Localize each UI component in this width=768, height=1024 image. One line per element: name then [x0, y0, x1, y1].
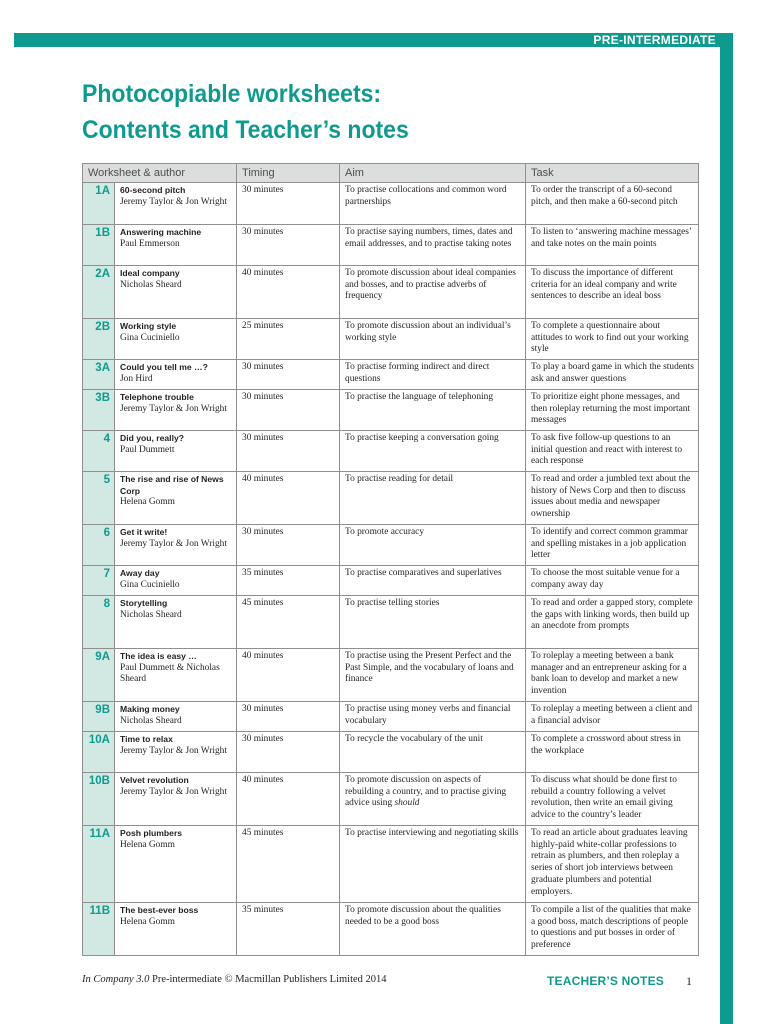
worksheet-author: Nicholas Sheard — [120, 715, 182, 726]
table-row — [83, 566, 699, 596]
section-label: TEACHER’S NOTES — [546, 974, 664, 988]
task-cell: To listen to ‘answering machine messages’ and take notes on the main points — [526, 225, 699, 266]
aim-cell: To promote discussion about an individual’s working style — [340, 319, 526, 360]
aim-cell: To promote accuracy — [340, 525, 526, 566]
worksheet-number: 1B — [83, 225, 115, 266]
task-cell: To play a board game in which the students ask and answer questions — [526, 360, 699, 390]
task-cell: To ask five follow-up questions to an initial question and react with interest to each response — [526, 431, 699, 472]
contents-table — [82, 163, 699, 956]
title-line-1: Photocopiable worksheets: — [82, 80, 382, 108]
worksheet-title: Telephone trouble — [120, 392, 194, 402]
worksheet-cell — [115, 525, 237, 566]
worksheet-title: Answering machine — [120, 227, 202, 237]
table-row — [83, 319, 699, 360]
worksheet-title: Could you tell me …? — [120, 362, 208, 372]
table-row — [83, 266, 699, 319]
table-row — [83, 649, 699, 702]
column-header: Aim — [340, 164, 526, 183]
page-title — [82, 76, 409, 148]
table-row — [83, 390, 699, 431]
worksheet-title: Working style — [120, 321, 177, 331]
worksheet-title: The rise and rise of News Corp — [120, 474, 224, 496]
table-row — [83, 525, 699, 566]
worksheet-cell — [115, 183, 237, 225]
table-header-row — [83, 164, 699, 183]
table-row — [83, 225, 699, 266]
side-accent-bar — [720, 33, 733, 1024]
book-title: In Company 3.0 — [82, 974, 150, 985]
worksheet-number: 10B — [83, 773, 115, 826]
worksheet-title: Ideal company — [120, 268, 180, 278]
timing-cell: 35 minutes — [237, 566, 340, 596]
task-cell: To discuss the importance of different criteria for an ideal company and write sentences to describe an ideal boss — [526, 266, 699, 319]
worksheet-cell — [115, 566, 237, 596]
timing-cell: 45 minutes — [237, 826, 340, 903]
aim-cell: To practise using money verbs and financial vocabulary — [340, 702, 526, 732]
table-row — [83, 702, 699, 732]
worksheet-cell — [115, 903, 237, 956]
worksheet-author: Helena Gomm — [120, 916, 175, 927]
aim-cell: To practise telling stories — [340, 596, 526, 649]
timing-cell: 30 minutes — [237, 360, 340, 390]
worksheet-author: Jeremy Taylor & Jon Wright — [120, 745, 227, 756]
table-row — [83, 431, 699, 472]
worksheet-cell — [115, 732, 237, 773]
task-cell: To complete a crossword about stress in the workplace — [526, 732, 699, 773]
task-cell: To identify and correct common grammar and spelling mistakes in a job application letter — [526, 525, 699, 566]
table-row — [83, 773, 699, 826]
table-row — [83, 903, 699, 956]
task-cell: To roleplay a meeting between a client and a financial advisor — [526, 702, 699, 732]
aim-cell: To practise reading for detail — [340, 472, 526, 525]
worksheet-cell — [115, 596, 237, 649]
aim-cell: To practise using the Present Perfect and the Past Simple, and the vocabulary of loans and finance — [340, 649, 526, 702]
timing-cell: 30 minutes — [237, 732, 340, 773]
aim-cell: To promote discussion about the qualities needed to be a good boss — [340, 903, 526, 956]
worksheet-title: The best-ever boss — [120, 905, 199, 915]
table-row — [83, 360, 699, 390]
worksheet-author: Helena Gomm — [120, 497, 175, 507]
worksheet-title: Get it write! — [120, 527, 168, 537]
worksheet-number: 2A — [83, 266, 115, 319]
worksheet-author: Paul Dummett — [120, 444, 175, 455]
table-row — [83, 472, 699, 525]
worksheet-title: Making money — [120, 704, 180, 714]
task-cell: To discuss what should be done first to rebuild a country following a velvet revolution, then write an email giving advice to the country’s leader — [526, 773, 699, 826]
worksheet-title: Time to relax — [120, 734, 173, 744]
worksheet-cell — [115, 225, 237, 266]
worksheet-cell — [115, 319, 237, 360]
worksheet-number: 4 — [83, 431, 115, 472]
task-cell: To prioritize eight phone messages, and then roleplay returning the most important messages — [526, 390, 699, 431]
worksheet-number: 3A — [83, 360, 115, 390]
task-cell: To read an article about graduates leaving highly-paid white-collar professions to retrain as plumbers, and then roleplay a series of short job interviews between graduate plumbers and potential employers. — [526, 826, 699, 903]
aim-cell: To practise interviewing and negotiating skills — [340, 826, 526, 903]
table-row — [83, 183, 699, 225]
task-cell: To read and order a jumbled text about the history of News Corp and then to discuss issues about media and newspaper ownership — [526, 472, 699, 525]
worksheet-author: Helena Gomm — [120, 839, 175, 850]
worksheet-author: Gina Cuciniello — [120, 332, 180, 343]
worksheet-title: 60-second pitch — [120, 185, 186, 195]
footer-section — [547, 972, 692, 990]
worksheet-title: Posh plumbers — [120, 828, 183, 838]
top-banner — [14, 33, 720, 47]
worksheet-title: The idea is easy … — [120, 651, 197, 661]
timing-cell: 30 minutes — [237, 702, 340, 732]
aim-cell: To recycle the vocabulary of the unit — [340, 732, 526, 773]
worksheet-author: Paul Dummett & Nicholas Sheard — [120, 662, 220, 685]
worksheet-cell — [115, 826, 237, 903]
worksheet-number: 7 — [83, 566, 115, 596]
worksheet-author: Jon Hird — [120, 373, 153, 384]
aim-cell: To practise saying numbers, times, dates and email addresses, and to practise taking notes — [340, 225, 526, 266]
emphasis-word: should — [394, 798, 420, 809]
aim-cell: To practise comparatives and superlatives — [340, 566, 526, 596]
title-line-2: Contents and Teacher’s notes — [82, 116, 409, 144]
table-row — [83, 826, 699, 903]
worksheet-number: 9A — [83, 649, 115, 702]
column-header: Task — [526, 164, 699, 183]
worksheet-title: Did you, really? — [120, 433, 184, 443]
aim-cell: To practise the language of telephoning — [340, 390, 526, 431]
worksheet-cell — [115, 702, 237, 732]
worksheet-cell — [115, 649, 237, 702]
level-label: PRE-INTERMEDIATE — [593, 33, 716, 47]
worksheet-author: Gina Cuciniello — [120, 579, 180, 590]
timing-cell: 40 minutes — [237, 472, 340, 525]
aim-cell: To promote discussion about ideal companies and bosses, and to practise adverbs of frequency — [340, 266, 526, 319]
aim-cell: To practise keeping a conversation going — [340, 431, 526, 472]
worksheet-title: Velvet revolution — [120, 775, 189, 785]
timing-cell: 40 minutes — [237, 773, 340, 826]
task-cell: To order the transcript of a 60-second pitch, and then make a 60-second pitch — [526, 183, 699, 225]
worksheet-author: Jeremy Taylor & Jon Wright — [120, 403, 227, 414]
worksheet-cell — [115, 431, 237, 472]
aim-cell: To practise collocations and common word partnerships — [340, 183, 526, 225]
timing-cell: 25 minutes — [237, 319, 340, 360]
timing-cell: 30 minutes — [237, 431, 340, 472]
aim-cell: To practise forming indirect and direct questions — [340, 360, 526, 390]
timing-cell: 45 minutes — [237, 596, 340, 649]
task-cell: To read and order a gapped story, complete the gaps with linking words, then build up an anecdote from prompts — [526, 596, 699, 649]
worksheet-cell — [115, 360, 237, 390]
column-header: Timing — [237, 164, 340, 183]
worksheet-cell — [115, 773, 237, 826]
worksheet-number: 11A — [83, 826, 115, 903]
timing-cell: 30 minutes — [237, 225, 340, 266]
table-row — [83, 596, 699, 649]
worksheet-cell — [115, 266, 237, 319]
task-cell: To complete a questionnaire about attitudes to work to find out your working style — [526, 319, 699, 360]
aim-cell: To promote discussion on aspects of rebuilding a country, and to practise giving advice using should — [340, 773, 526, 826]
worksheet-author: Jeremy Taylor & Jon Wright — [120, 538, 227, 549]
timing-cell: 40 minutes — [237, 266, 340, 319]
worksheet-number: 8 — [83, 596, 115, 649]
timing-cell: 40 minutes — [237, 649, 340, 702]
worksheet-cell — [115, 390, 237, 431]
worksheet-number: 3B — [83, 390, 115, 431]
task-cell: To roleplay a meeting between a bank manager and an entrepreneur asking for a bank loan to develop and market a new invention — [526, 649, 699, 702]
task-cell: To choose the most suitable venue for a company away day — [526, 566, 699, 596]
timing-cell: 30 minutes — [237, 390, 340, 431]
worksheet-cell — [115, 472, 237, 525]
worksheet-number: 10A — [83, 732, 115, 773]
worksheet-number: 1A — [83, 183, 115, 225]
worksheet-number: 6 — [83, 525, 115, 566]
page-number: 1 — [686, 974, 692, 988]
worksheet-title: Storytelling — [120, 598, 168, 608]
copyright-text: Pre-intermediate © Macmillan Publishers Limited 2014 — [149, 974, 387, 985]
worksheet-number: 11B — [83, 903, 115, 956]
worksheet-number: 2B — [83, 319, 115, 360]
footer-copyright — [82, 974, 387, 985]
table-row — [83, 732, 699, 773]
task-cell: To compile a list of the qualities that make a good boss, match descriptions of people to questions and put bosses in order of preference — [526, 903, 699, 956]
worksheet-author: Nicholas Sheard — [120, 279, 182, 290]
worksheet-number: 5 — [83, 472, 115, 525]
worksheet-author: Nicholas Sheard — [120, 609, 182, 620]
column-header: Worksheet & author — [83, 164, 237, 183]
timing-cell: 30 minutes — [237, 525, 340, 566]
worksheet-number: 9B — [83, 702, 115, 732]
worksheet-author: Paul Emmerson — [120, 238, 180, 249]
timing-cell: 35 minutes — [237, 903, 340, 956]
worksheet-author: Jeremy Taylor & Jon Wright — [120, 786, 227, 797]
timing-cell: 30 minutes — [237, 183, 340, 225]
worksheet-title: Away day — [120, 568, 160, 578]
worksheet-author: Jeremy Taylor & Jon Wright — [120, 196, 227, 207]
